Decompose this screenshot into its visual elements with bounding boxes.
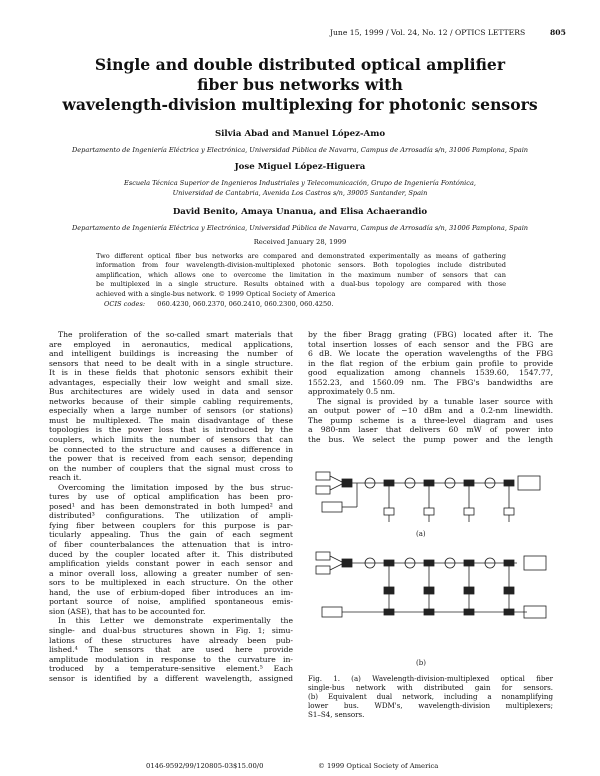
text-line: ticularly appealing. Thus the gain of each segment (49, 530, 293, 540)
text-line: and intelligent buildings is increasing the number of (49, 349, 293, 359)
dual-bus-network (316, 552, 546, 618)
coupler-block (424, 480, 434, 486)
running-header (330, 28, 566, 37)
laser-source-block (316, 472, 330, 480)
ocis-values: 060.4230, 060.2370, 060.2410, 060.2300, 060.4250. (157, 300, 334, 308)
wdm-block (342, 479, 352, 487)
text-line: the bus. We select the pump power and the length (308, 435, 553, 445)
ocis-codes (104, 300, 333, 308)
text-line: 6 dB. We locate the operation wavelengths of the FBG (308, 349, 553, 359)
text-line: lations of these structures have already been pub- (49, 635, 293, 645)
text-line: advantages, especially their low weight and small size. (49, 377, 293, 387)
text-line: amplification yields constant power in each sensor and (49, 559, 293, 569)
journal-info: June 15, 1999 / Vol. 24, No. 12 / OPTICS LETTERS (330, 28, 526, 37)
text-line: 1552.23, and 1560.09 nm. The FBG's bandwidths are (308, 377, 553, 387)
text-line: a minor overall loss, allowing a greater number of sen- (49, 568, 293, 578)
text-line: approximately 0.5 nm. (308, 387, 396, 397)
detector-block (322, 502, 342, 512)
received-date: Received January 28, 1999 (253, 238, 347, 246)
text-line: sors to be multiplexed in each structure. On the other (49, 578, 293, 588)
sensor-block (464, 587, 474, 594)
footer-copyright: © 1999 Optical Society of America (318, 762, 439, 770)
text-line: tures by use of optical amplification has been pro- (49, 492, 293, 502)
body-column-right (308, 330, 553, 445)
text-line: fying fiber between couplers for this purpose is par- (49, 520, 293, 530)
title-line: fiber bus networks with (197, 75, 403, 94)
text-line: sensors that need to be dealt with in a single structure. (49, 358, 293, 368)
osa-block (518, 476, 540, 490)
text-line: The proliferation of the so-called smart materials that (58, 330, 293, 339)
text-line: total insertion losses of each sensor and the FBG are (308, 339, 553, 349)
coupler-block (464, 480, 474, 486)
text-line: Two different optical fiber bus networks are compared and demonstrated experimentally as means of gathering (96, 252, 506, 260)
footer-code: 0146-9592/99/120805-03$15.00/0 (146, 762, 264, 770)
affiliation: Departamento de Ingeniería Eléctrica y Electrónica, Universidad Pública de Navarra, Campus de Arrosadía s/n, 31006 Pamplona, Spain (71, 224, 529, 232)
figure-1-diagram (312, 462, 556, 668)
single-bus-network (316, 472, 540, 522)
text-line: are employed in aeronautics, medical applications, (49, 339, 293, 349)
text-line: (b) Equivalent dual network, including a nonamplifying (308, 692, 553, 701)
text-line: lower bus. WDM's, wavelength-division multiplexers; (308, 701, 553, 710)
detector-block (322, 607, 342, 617)
text-line: achieved with a single-bus network. © 1999 Optical Society of America (96, 289, 336, 298)
sensor-block (464, 508, 474, 515)
text-line: be multiplexed in a single structure. Results obtained with a dual-bus topology are compared with those (96, 280, 506, 289)
affiliation: Escuela Técnica Superior de Ingenieros Industriales y Telecomunicación, Grupo de Ingeniería Fontónica, Universidad de Cantabria, Avenida Los Castros s/n, 39005 Santander, Spain (124, 179, 476, 197)
text-line: especially when a large number of sensors (or stations) (49, 406, 293, 416)
text-line: amplitude modulation in response to the curvature in- (49, 654, 293, 664)
text-line: a 980-nm laser that delivers 60 mW of power into (308, 425, 553, 435)
figure-label-a: (a) (416, 530, 426, 538)
text-line: hand, the use of erbium-doped fiber introduces an im- (49, 587, 293, 597)
pump-laser-block (316, 486, 330, 494)
sensor-block (504, 508, 514, 515)
osa-block (524, 556, 546, 570)
text-line: posed¹ and has been demonstrated in both lumped² and (49, 501, 293, 511)
text-line: distributed³ configurations. The utilization of ampli- (49, 511, 293, 521)
text-line: Fig. 1. (a) Wavelength-division-multiplexed optical fiber (308, 674, 553, 683)
text-line: on the number of couplers that the signal must cross to (49, 463, 293, 473)
text-line: networks because of their simple cabling requirements, (49, 396, 293, 406)
text-line: couplers, which limits the number of sensors that can (49, 435, 293, 445)
coupler-block (384, 480, 394, 486)
text-line: Overcoming the limitation imposed by the bus struc- (58, 482, 293, 492)
coupler-block (504, 480, 514, 486)
text-line: duced by the coupler located after it. This distributed (49, 549, 293, 559)
text-line: good equalization among channels 1539.60, 1547.77, (308, 368, 553, 378)
ocis-label: OCIS codes: (104, 300, 146, 308)
text-line: troduced by a temperature-sensitive element.⁵ Each (49, 664, 293, 674)
sensor-block (504, 587, 514, 594)
author-group: Jose Miguel López-Higuera (234, 162, 366, 172)
figure-label-b: (b) (416, 659, 426, 667)
text-line: sion (ASE), that has to be accounted for. (49, 606, 206, 616)
text-line: in the flat region of the erbium gain profile to provide (308, 358, 553, 368)
affiliation: Departamento de Ingeniería Eléctrica y Electrónica, Universidad Pública de Navarra, Campus de Arrosadía s/n, 31006 Pamplona, Spain (71, 146, 529, 154)
title-line: Single and double distributed optical amplifier (94, 55, 506, 74)
abstract (96, 252, 506, 299)
text-line: information from four wavelength-division-multiplexed photonic sensors. Both topologies include distributed (96, 261, 506, 270)
sensor-block (384, 508, 394, 515)
text-line: In this Letter we demonstrate experimentally the (58, 616, 293, 626)
text-line: single- and dual-bus structures shown in Fig. 1; simu- (49, 625, 293, 635)
text-line: It is in these fields that photonic sensors exhibit their (49, 368, 293, 378)
sensor-block (384, 587, 394, 594)
text-line: lished.⁴ The sensors that are used here provide (49, 645, 293, 655)
text-line: must be multiplexed. The main disadvantage of these (49, 415, 293, 425)
sensor-block (424, 587, 434, 594)
text-line: an output power of −10 dBm and a 0.2-nm linewidth. (308, 406, 553, 416)
author-group: David Benito, Amaya Unanua, and Elisa Achaerandio (172, 207, 428, 217)
figure-caption (308, 674, 553, 719)
paper-title (60, 55, 540, 115)
text-line: by the fiber Bragg grating (FBG) located after it. The (308, 330, 553, 339)
text-line: reach it. (49, 473, 82, 483)
text-line: of fiber counterbalances the attenuation that is intro- (49, 540, 293, 550)
sensor-block (424, 508, 434, 515)
title-line: wavelength-division multiplexing for photonic sensors (62, 95, 538, 114)
text-line: The signal is provided by a tunable laser source with (317, 396, 553, 406)
text-line: S1–S4, sensors. (308, 710, 365, 719)
page-number: 805 (550, 28, 566, 37)
text-line: Bus architectures are widely used in data and sensor (49, 387, 293, 397)
text-line: The pump scheme is a three-level diagram and uses (308, 415, 553, 425)
text-line: single-bus network with distributed gain for sensors. (308, 683, 553, 692)
text-line: sensor is identified by a different wavelength, assigned (49, 673, 293, 683)
text-line: be connected to the structure and causes a difference in (49, 444, 293, 454)
text-line: the power that is received from each sensor, depending (49, 454, 293, 464)
text-line: portant source of noise, amplified spontaneous emis- (49, 597, 293, 607)
text-line: amplification, which allows one to overcome the limitation in the maximum number of sensors that can (96, 270, 506, 279)
text-line: topologies is the power loss that is introduced by the (49, 425, 293, 435)
author-group: Silvia Abad and Manuel López-Amo (214, 129, 386, 139)
body-column-left (49, 330, 293, 683)
